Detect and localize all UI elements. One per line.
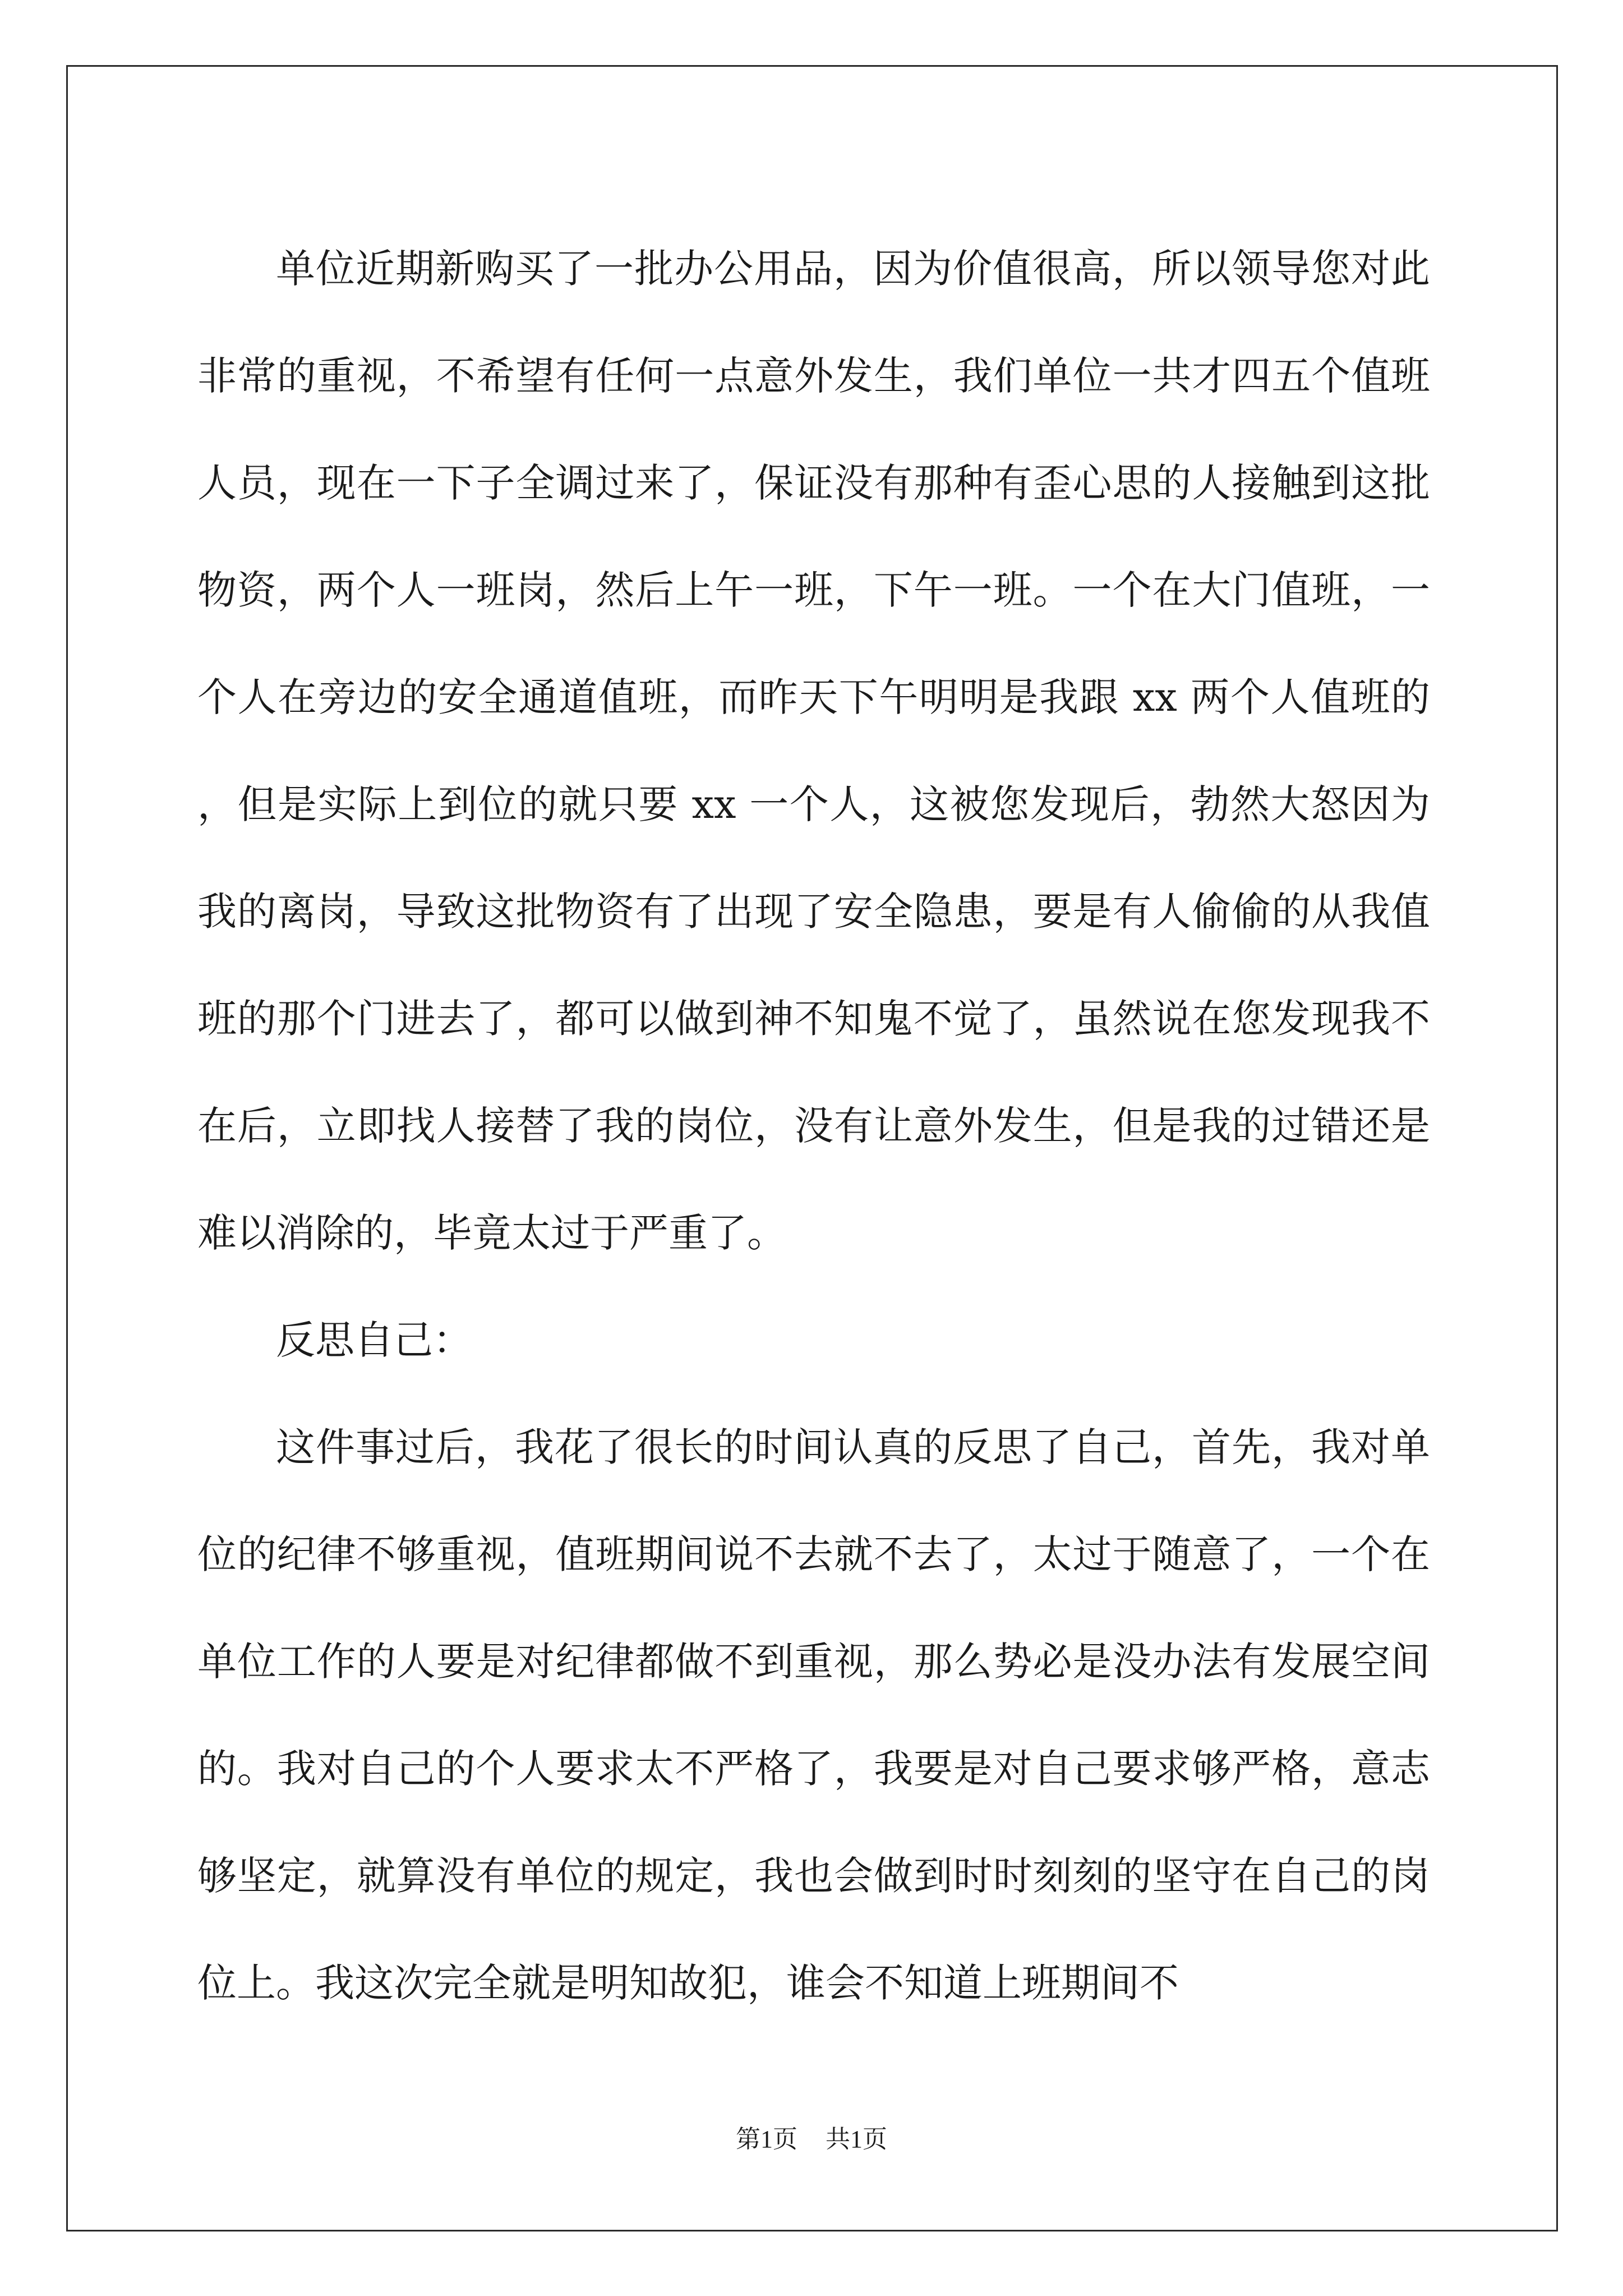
page-number: 第1页 <box>736 2125 797 2153</box>
page-footer <box>0 2124 1623 2155</box>
paragraph-reflection: 这件事过后，我花了很长的时间认真的反思了自己，首先，我对单位的纪律不够重视，值班期间说不去就不去了，太过于随意了，一个在单位工作的人要是对纪律都做不到重视，那么势必是没办法有发展空间的。我对自己的个人要求太不严格了，我要是对自己要求够严格，意志够坚定，就算没有单位的规定，我也会做到时时刻刻的坚守在自己的岗位上。我这次完全就是明知故犯，谁会不知道上班期间不 <box>197 1424 1430 2006</box>
paragraph-heading-reflection: 反思自己： <box>276 1317 472 1363</box>
document-body <box>197 215 1430 2037</box>
page-total: 共1页 <box>826 2125 887 2153</box>
paragraph-incident: 单位近期新购买了一批办公用品，因为价值很高，所以领导您对此非常的重视，不希望有任何一点意外发生，我们单位一共才四五个值班人员，现在一下子全调过来了，保证没有那种有歪心思的人接触到这批物资，两个人一班岗，然后上午一班，下午一班。一个在大门值班，一个人在旁边的安全通道值班，而昨天下午明明是我跟 xx 两个人值班的，但是实际上到位的就只要 xx 一个人，这被您发现后，勃然大怒因为我的离岗，导致这批物资有了出现了安全隐患，要是有人偷偷的从我值班的那个门进去了，都可以做到神不知鬼不觉了，虽然说在您发现我不在后，立即找人接替了我的岗位，没有让意外发生，但是我的过错还是难以消除的，毕竟太过于严重了。 <box>197 246 1430 1256</box>
